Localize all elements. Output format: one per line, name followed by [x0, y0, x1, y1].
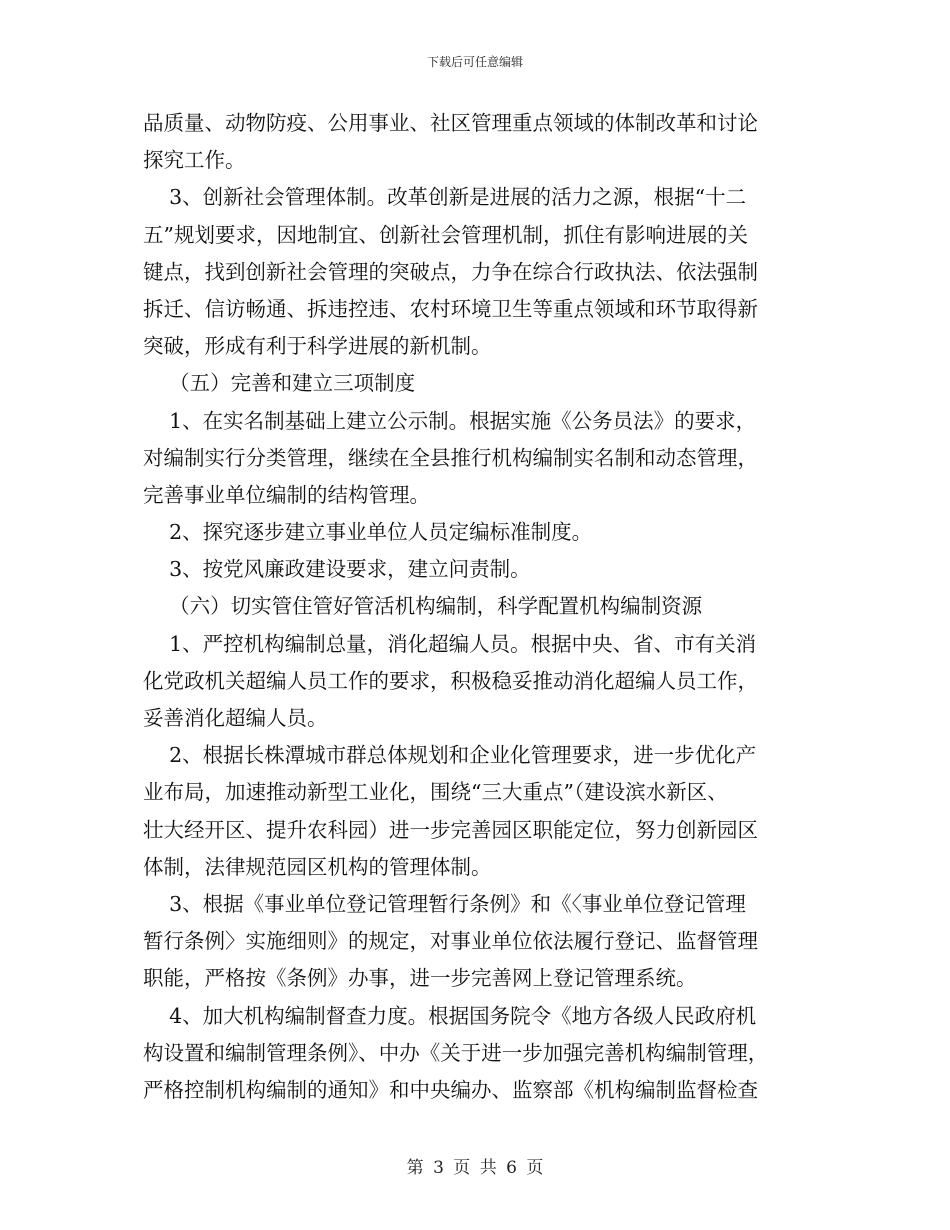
text-line: 对编制实行分类管理，继续在全县推行机构编制实名制和动态管理， [143, 445, 758, 470]
text-line: 键点，找到创新社会管理的突破点，力争在综合行政执法、依法强制 [143, 259, 758, 284]
text-line: 2、探究逐步建立事业单位人员定编标准制度。 [143, 520, 593, 545]
text-line: 完善事业单位编制的结构管理。 [143, 482, 430, 507]
page-header: 下载后可任意编辑 [426, 55, 523, 69]
text-line: 2、根据长株潭城市群总体规划和企业化管理要求，进一步优化产 [143, 743, 757, 768]
text-line: （五）完善和建立三项制度 [143, 371, 416, 396]
text-line: （六）切实管住管好管活机构编制，科学配置机构编制资源 [143, 594, 703, 619]
text-line: 化党政机关超编人员工作的要求，积极稳妥推动消化超编人员工作， [143, 668, 758, 693]
text-line: 构设置和编制管理条例》、中办《关于进一步加强完善机构编制管理， [143, 1040, 769, 1065]
text-line: 品质量、动物防疫、公用事业、社区管理重点领域的体制改革和讨论 [143, 111, 758, 135]
page-footer: 第 3 页 共 6 页 [406, 1158, 544, 1178]
text-line: 业布局，加速推动新型工业化，围绕“三大重点”（建设滨水新区、 [143, 780, 728, 805]
text-line: 严格控制机构编制的通知》和中央编办、监察部《机构编制监督检查 [143, 1077, 758, 1102]
text-line: 妥善消化超编人员。 [143, 706, 328, 730]
text-line: 职能，严格按《条例》办事，进一步完善网上登记管理系统。 [143, 966, 697, 991]
text-line: 1、严控机构编制总量，消化超编人员。根据中央、省、市有关消 [143, 631, 757, 656]
text-line: 4、加大机构编制督查力度。根据国务院令《地方各级人民政府机 [143, 1003, 757, 1028]
text-line: 壮大经开区、提升农科园）进一步完善园区职能定位，努力创新园区 [143, 817, 758, 842]
text-line: 体制，法律规范园区机构的管理体制。 [143, 854, 492, 879]
text-line: 拆迁、信访畅通、拆违控违、农村环境卫生等重点领域和环节取得新 [143, 296, 758, 321]
text-line: 暂行条例〉实施细则》的规定，对事业单位依法履行登记、监督管理 [143, 929, 758, 954]
text-line: 五”规划要求，因地制宜、创新社会管理机制，抓住有影响进展的关 [143, 222, 748, 247]
text-line: 探究工作。 [143, 148, 246, 173]
text-line: 3、创新社会管理体制。改革创新是进展的活力之源，根据“十二 [143, 185, 747, 210]
document-body [143, 105, 811, 1109]
text-line: 3、按党风廉政建设要求，建立问责制。 [143, 557, 531, 582]
text-line: 3、根据《事业单位登记管理暂行条例》和《〈事业单位登记管理 [143, 891, 746, 916]
text-line: 突破，形成有利于科学进展的新机制。 [143, 334, 492, 359]
text-line: 1、在实名制基础上建立公示制。根据实施《公务员法》的要求， [143, 408, 757, 433]
